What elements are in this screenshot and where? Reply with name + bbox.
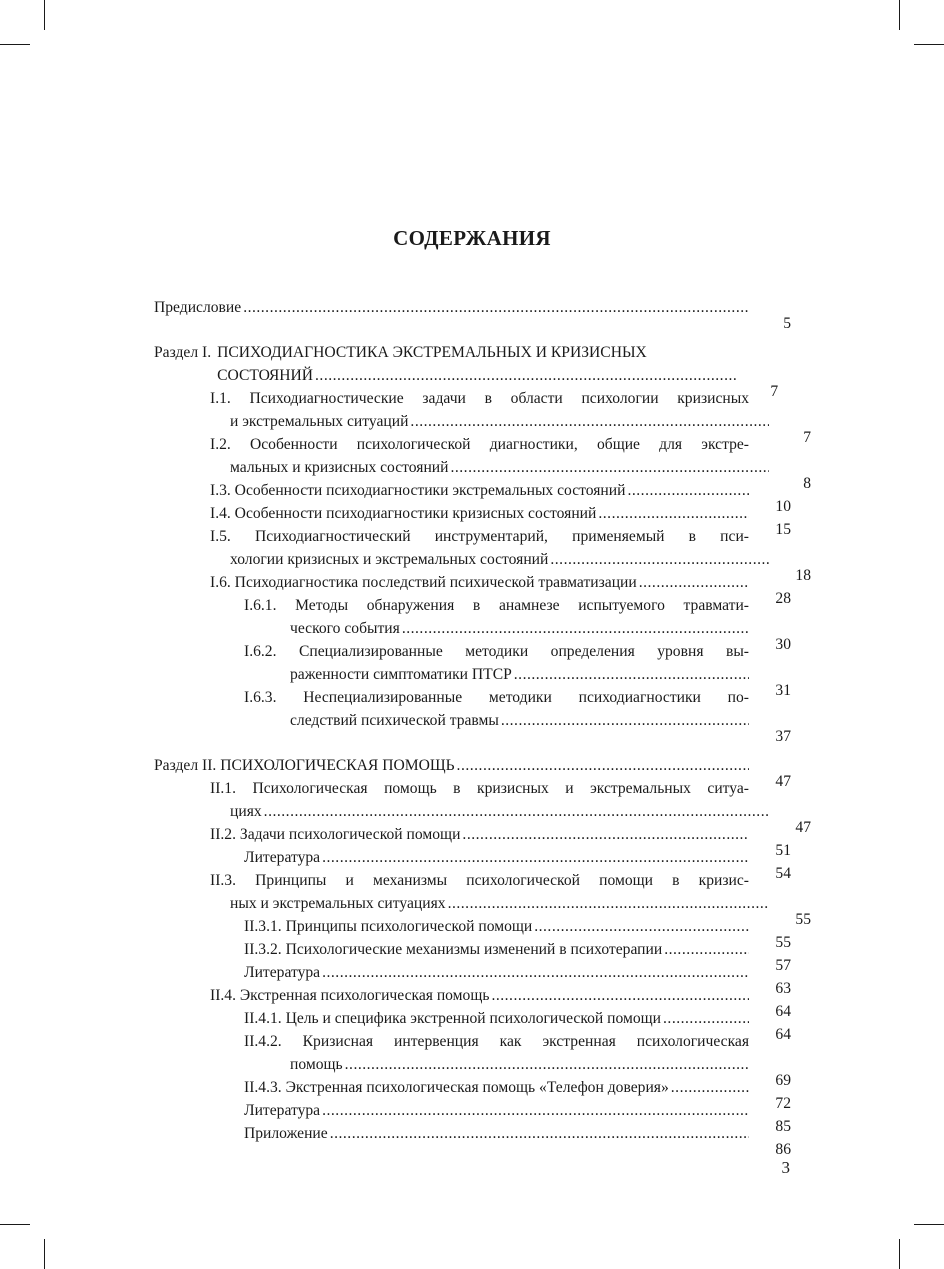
toc-entry-title-line: хологии кризисных и экстремальных состояний — [230, 551, 549, 568]
toc-entry-title-line: и экстремальных ситуаций — [230, 413, 409, 430]
crop-mark — [899, 0, 900, 30]
toc-entry-appendix[interactable] — [244, 1122, 794, 1158]
toc-page-number: 72 — [775, 1095, 791, 1112]
leader-dots — [534, 915, 749, 938]
toc-entry-title-line: СОСТОЯНИЙ — [217, 367, 314, 384]
crop-mark — [899, 1239, 900, 1269]
toc-entry-title: II.4.1. Цель и специфика экстренной психологической помощи — [244, 1010, 662, 1027]
toc-page-number: 8 — [803, 475, 811, 492]
toc-entry-title: II.3.1. Принципы психологической помощи — [244, 918, 533, 935]
section-prefix: Раздел I. — [154, 344, 212, 361]
toc-entry-title: I.6. Психодиагностика последствий психической травматизации — [210, 574, 637, 591]
leader-dots — [457, 754, 749, 777]
leader-dots — [410, 410, 769, 433]
leader-dots — [627, 479, 749, 502]
toc-page-number: 15 — [775, 521, 791, 538]
toc-entry-title-line: I.6.1. Методы обнаружения в анамнезе испытуемого травмати- — [244, 597, 749, 614]
toc-page-number: 86 — [775, 1141, 791, 1158]
leader-dots — [315, 364, 736, 387]
toc-page-number: 10 — [775, 498, 791, 515]
toc-entry-title: I.3. Особенности психодиагностики экстремальных состояний — [210, 482, 626, 499]
toc-entry-title-line: ческого события — [290, 620, 400, 637]
toc-page-number: 55 — [775, 934, 791, 951]
leader-dots — [330, 1122, 749, 1145]
toc-entry-title-line: помощь — [290, 1056, 343, 1073]
toc-page-number: 69 — [775, 1072, 791, 1089]
toc-page-number: 47 — [795, 819, 811, 836]
toc-page-number: 18 — [795, 567, 811, 584]
crop-mark — [914, 44, 944, 45]
leader-dots — [671, 1076, 749, 1099]
page-number: 3 — [781, 1158, 790, 1177]
leader-dots — [462, 823, 749, 846]
toc-page-number: 7 — [770, 383, 779, 400]
toc-page-number: 63 — [775, 980, 791, 997]
leader-dots — [501, 709, 749, 732]
leader-dots — [598, 502, 749, 525]
toc-entry-title-line: I.2. Особенности психологической диагностики, общие для экстре- — [210, 436, 749, 453]
leader-dots — [448, 892, 769, 915]
toc-entry-title-line: II.1. Психологическая помощь в кризисных и экстремальных ситуа- — [210, 780, 749, 797]
leader-dots — [345, 1053, 749, 1076]
toc-entry-preface[interactable] — [154, 296, 791, 332]
toc-entry-title: Литература — [244, 964, 321, 981]
leader-dots — [402, 617, 749, 640]
crop-mark — [44, 1239, 45, 1269]
leader-dots — [264, 800, 769, 823]
toc-entry-title-line: I.5. Психодиагностический инструментарий, применяемый в пси- — [210, 528, 749, 545]
toc-page-number: 64 — [775, 1003, 791, 1020]
leader-dots — [639, 571, 749, 594]
toc-page-number: 51 — [775, 842, 791, 859]
toc-page-number: 28 — [775, 590, 791, 607]
toc-entry-i63[interactable] — [244, 686, 794, 745]
toc-entry-title-line: раженности симптоматики ПТСР — [290, 666, 512, 683]
toc-entry-title-line: ных и экстремальных ситуациях — [230, 895, 446, 912]
toc-entry-title-line: следствий психической травмы — [290, 712, 499, 729]
toc-entry-title: II.3.2. Психологические механизмы изменений в психотерапии — [244, 941, 663, 958]
leader-dots — [491, 984, 749, 1007]
toc-entry-title-line: мальных и кризисных состояний — [230, 459, 449, 476]
leader-dots — [243, 296, 749, 319]
crop-mark — [44, 0, 45, 30]
toc-entry-title: II.4. Экстренная психологическая помощь — [210, 987, 490, 1004]
leader-dots — [550, 548, 769, 571]
toc-entry-title-line: II.4.2. Кризисная интервенция как экстренная психологическая — [244, 1033, 749, 1050]
toc-page-number: 5 — [783, 315, 791, 332]
toc-page-number: 57 — [775, 957, 791, 974]
leader-dots — [322, 846, 749, 869]
crop-mark — [914, 1224, 944, 1225]
toc-page-number: 30 — [775, 636, 791, 653]
toc-page-number: 47 — [775, 773, 791, 790]
toc-page-number: 55 — [795, 911, 811, 928]
leader-dots — [664, 938, 749, 961]
toc-entry-title-line: циях — [230, 803, 262, 820]
crop-mark — [0, 44, 30, 45]
toc-entry-title: Литература — [244, 1102, 321, 1119]
toc-page-number: 37 — [775, 728, 791, 745]
toc-page-number: 64 — [775, 1026, 791, 1043]
page-title: СОДЕРЖАНИЯ — [393, 226, 551, 250]
toc-page-number: 54 — [775, 865, 791, 882]
toc-entry-title: Литература — [244, 849, 321, 866]
toc-page-number: 7 — [803, 429, 811, 446]
toc-entry-title: Предисловие — [154, 299, 242, 316]
toc-page-number: 85 — [775, 1118, 791, 1135]
toc-entry-title-line: I.1. Психодиагностические задачи в области психологии кризисных — [210, 390, 749, 407]
leader-dots — [663, 1007, 749, 1030]
toc-entry-title-line: II.3. Принципы и механизмы психологической помощи в кризис- — [210, 872, 749, 889]
leader-dots — [322, 1099, 749, 1122]
toc-entry-title: II.4.3. Экстренная психологическая помощь «Телефон доверия» — [244, 1079, 669, 1096]
toc-entry-title: II.2. Задачи психологической помощи — [210, 826, 461, 843]
table-of-contents — [154, 296, 811, 1158]
crop-mark — [0, 1224, 30, 1225]
toc-entry-title: Приложение — [244, 1125, 328, 1142]
toc-entry-title-line: ПСИХОДИАГНОСТИКА ЭКСТРЕМАЛЬНЫХ И КРИЗИСНЫХ — [217, 344, 647, 361]
toc-page-number: 31 — [775, 682, 791, 699]
toc-entry-title-line: I.6.3. Неспециализированные методики психодиагностики по- — [244, 689, 749, 706]
toc-entry-title: I.4. Особенности психодиагностики кризисных состояний — [210, 505, 597, 522]
leader-dots — [514, 663, 749, 686]
toc-entry-title-line: I.6.2. Специализированные методики определения уровня вы- — [244, 643, 749, 660]
leader-dots — [450, 456, 769, 479]
leader-dots — [322, 961, 749, 984]
toc-entry-title: Раздел II. ПСИХОЛОГИЧЕСКАЯ ПОМОЩЬ — [154, 757, 455, 774]
